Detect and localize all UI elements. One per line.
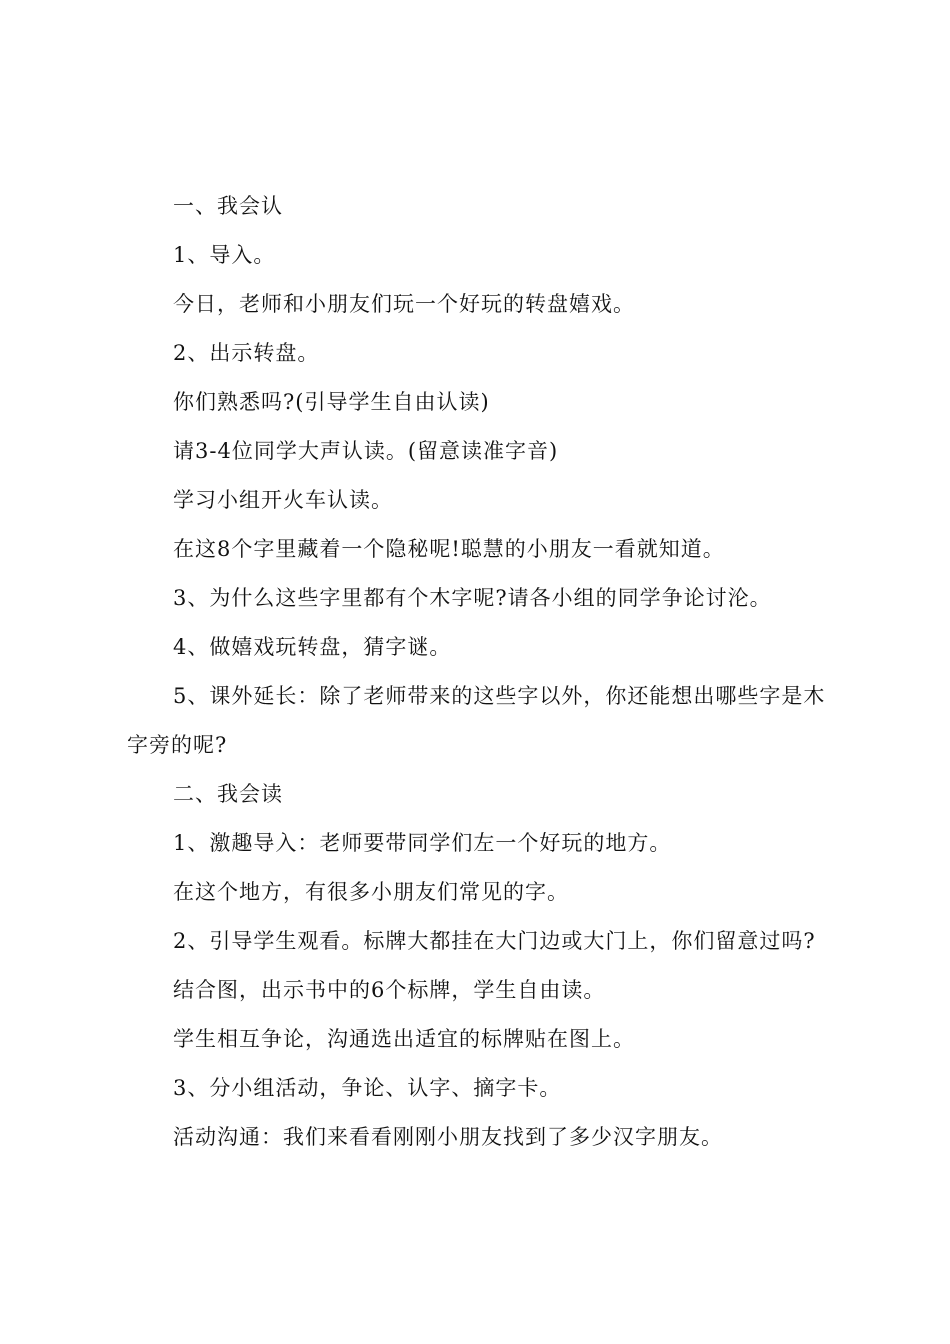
paragraph: 在这8个字里藏着一个隐秘呢!聪慧的小朋友一看就知道。	[173, 537, 725, 561]
paragraph: 活动沟通：我们来看看刚刚小朋友找到了多少汉字朋友。	[173, 1125, 723, 1149]
paragraph: 请3-4位同学大声认读。(留意读准字音)	[173, 439, 559, 463]
paragraph: 5、课外延长：除了老师带来的这些字以外，你还能想出哪些字是木字旁的呢?	[127, 684, 826, 757]
document-body	[127, 182, 835, 1162]
paragraph: 学生相互争论，沟通选出适宜的标牌贴在图上。	[173, 1027, 635, 1051]
paragraph: 2、出示转盘。	[173, 341, 320, 365]
paragraph: 3、分小组活动，争论、认字、摘字卡。	[173, 1076, 562, 1100]
section-heading: 二、我会读	[173, 782, 283, 806]
section-heading: 一、我会认	[173, 194, 283, 218]
paragraph: 1、导入。	[173, 243, 276, 267]
paragraph: 2、引导学生观看。标牌大都挂在大门边或大门上，你们留意过吗?	[173, 929, 816, 953]
paragraph: 学习小组开火车认读。	[173, 488, 393, 512]
paragraph: 你们熟悉吗?(引导学生自由认读)	[173, 390, 490, 414]
paragraph: 结合图，出示书中的6个标牌，学生自由读。	[173, 978, 606, 1002]
paragraph: 4、做嬉戏玩转盘，猜字谜。	[173, 635, 452, 659]
paragraph: 3、为什么这些字里都有个木字呢?请各小组的同学争论讨沦。	[173, 586, 772, 610]
paragraph: 1、激趣导入：老师要带同学们左一个好玩的地方。	[173, 831, 672, 855]
paragraph: 在这个地方，有很多小朋友们常见的字。	[173, 880, 569, 904]
paragraph: 今日，老师和小朋友们玩一个好玩的转盘嬉戏。	[173, 292, 635, 316]
